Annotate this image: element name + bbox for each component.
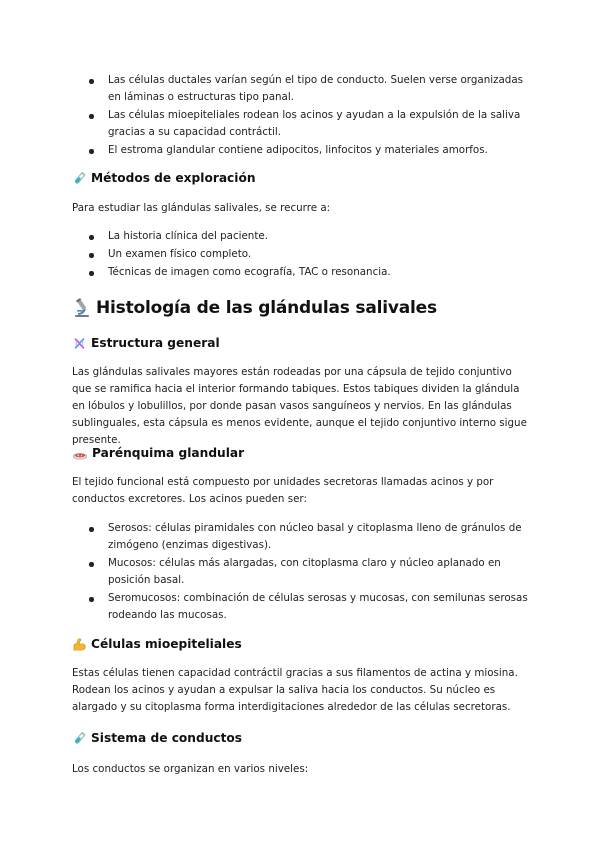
list-item: Técnicas de imagen como ecografía, TAC o resonancia. [72, 264, 532, 281]
flexed-biceps-icon [72, 637, 87, 652]
list-item: Serosos: células piramidales con núcleo basal y citoplasma lleno de gránulos de zimógeno (enzimas digestivas). [72, 520, 532, 554]
section-heading-estructura [72, 334, 220, 352]
section-heading-text: Células mioepiteliales [91, 637, 242, 651]
section-heading-text: Parénquima glandular [92, 446, 245, 460]
section-heading-celulas [72, 635, 242, 653]
list-item: Las células mioepiteliales rodean los acinos y ayudan a la expulsión de la saliva gracias a su capacidad contráctil. [72, 107, 532, 141]
paragraph-sistema: Los conductos se organizan en varios niveles: [72, 763, 309, 775]
section-heading-text: Sistema de conductos [91, 731, 243, 745]
section-heading-metodos [72, 169, 256, 187]
microscope-icon [72, 298, 92, 318]
paragraph-parenquima: El tejido funcional está compuesto por unidades secretoras llamadas acinos y por conductos excretores. Los acinos pueden ser: [72, 476, 494, 505]
acinus-types-list [72, 520, 532, 625]
list-item: Mucosos: células más alargadas, con citoplasma claro y núcleo aplanado en posición basal. [72, 555, 532, 589]
section-heading-text: Métodos de exploración [91, 171, 256, 185]
page-title-text: Histología de las glándulas salivales [96, 298, 437, 318]
list-item: Seromucosos: combinación de células serosas y mucosas, con semilunas serosas rodeando las mucosas. [72, 590, 532, 624]
test-tube-icon [72, 171, 87, 186]
list-item: Un examen físico completo. [72, 246, 532, 263]
page-title-histologia [72, 296, 437, 320]
test-tube-icon [72, 731, 87, 746]
exploration-methods-list [72, 228, 532, 282]
ductal-cells-list [72, 72, 532, 160]
list-item: Las células ductales varían según el tipo de conducto. Suelen verse organizadas en láminas o estructuras tipo panal. [72, 72, 532, 106]
section-heading-parenquima [72, 444, 244, 462]
paragraph-metodos: Para estudiar las glándulas salivales, se recurre a: [72, 202, 331, 214]
list-item: La historia clínica del paciente. [72, 228, 532, 245]
list-item: El estroma glandular contiene adipocitos, linfocitos y materiales amorfos. [72, 142, 532, 159]
paragraph-estructura: Las glándulas salivales mayores están rodeadas por una cápsula de tejido conjuntivo que se ramifica hacia el interior formando tabiques. Estos tabiques dividen la glándula en lóbulos y lobulillos, por donde pasan vasos sanguíneos y nervios. En las glándulas sublinguales, esta cápsula es menos evidente, aunque el tejido conjuntivo interno sigue presente. [72, 366, 527, 446]
paragraph-celulas: Estas células tienen capacidad contráctil gracias a sus filamentos de actina y miosina. Rodean los acinos y ayudan a expulsar la saliva hacia los conductos. Su núcleo es alargado y su citoplasma forma interdigitaciones alrededor de las células secretoras. [72, 667, 518, 713]
petri-dish-icon [72, 446, 88, 461]
dna-icon [72, 336, 87, 351]
section-heading-text: Estructura general [91, 336, 220, 350]
section-heading-sistema [72, 729, 242, 747]
